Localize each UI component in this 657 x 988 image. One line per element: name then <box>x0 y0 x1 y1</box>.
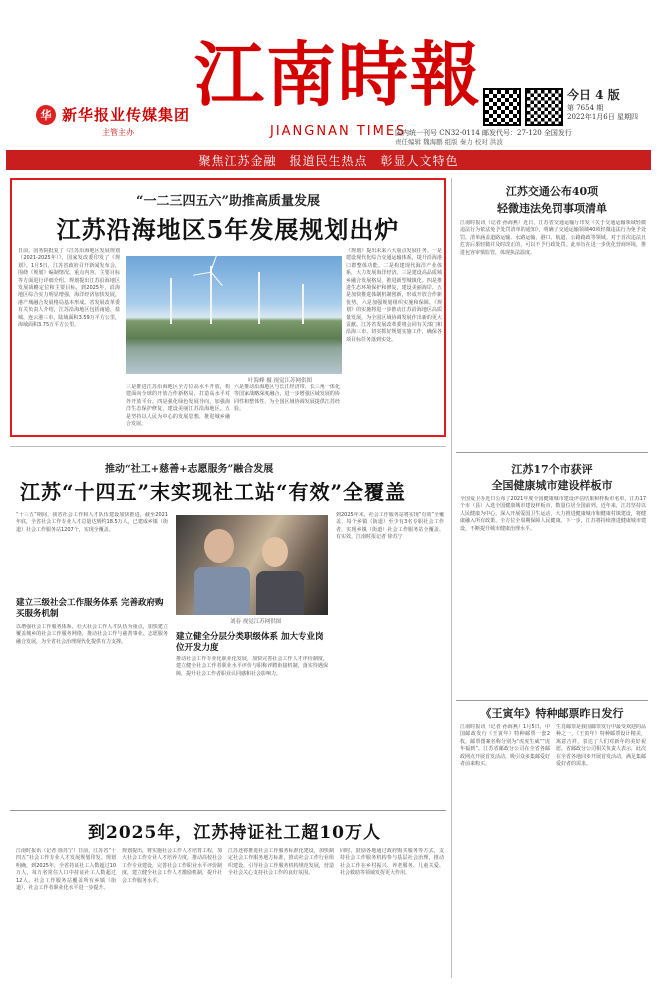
second-kicker: 推动“社工+慈善+志愿服务”融合发展 <box>105 464 274 475</box>
right-headline[interactable]: 轻微违法免罚事项清单 <box>497 202 607 215</box>
article-column: 全国爱卫办近日公布了2021年度全国健康城市建设评估结果和样板市名单，江苏17个市（县）入选全国健康城市建设样板市，数量位居全国前列。近年来，江苏坚持以人民健康为中心，深入开展爱国卫生运动，大力推进健康城市和健康村镇建设，将健康融入所有政策，全方位全周期保障人民健康。下一步，江苏将持续推进健康城市建设，不断提升城市健康治理水平。 <box>460 496 646 532</box>
issue-number: 第 7654 期 <box>567 103 604 112</box>
third-headline[interactable]: 到2025年，江苏持证社工超10万人 <box>88 823 381 843</box>
publisher-brand[interactable] <box>36 104 190 125</box>
photo-caption: 叶海峰 摄 视觉江苏网供图 <box>248 378 312 384</box>
article-subhead: 建立三级社会工作服务体系 完善政府购买服务机制 <box>16 598 164 619</box>
article-column: 同时，鼓励各地通过政府购买服务等方式，支持社会工作服务机构参与基层社会治理，推动社会工作在乡村振兴、养老服务、儿童关爱、社会救助等领域发挥更大作用。 <box>340 848 444 877</box>
social-worker-photo[interactable] <box>176 515 328 615</box>
divider <box>456 452 648 453</box>
slogan-bar: 聚焦江苏金融 报道民生热点 彰显人文特色 <box>6 150 651 170</box>
publisher-sub: 主管主办 <box>102 128 134 137</box>
xinhua-logo-icon: 华 <box>36 105 56 125</box>
right-headline[interactable]: 江苏17个市获评 <box>511 463 593 476</box>
worker-face <box>262 537 288 567</box>
article-column: 推动社会工作专业化职业化发展，加快完善社会工作人才评价制度，建立健全社会工作者职业水平评价与职称评聘衔接机制，落实待遇保障，提升社会工作者职业认同感和社会影响力。 <box>176 656 328 677</box>
article-column: 规划提出，将实施社会工作人才培育工程，加大社会工作专业人才培养力度，推动高校社会工作专业建设，完善社会工作职业水平评价制度，建立健全社会工作人才激励机制，提升社会工作服务水平。 <box>122 848 222 884</box>
elder-face <box>204 529 234 563</box>
article-column: 江南时报讯（记者 孙海燕）近日，江苏省交通运输厅印发《关于交通运输领域轻微违法行为依法免予处罚清单的通知》，明确了交通运输领域40项轻微违法行为免予处罚。清单涵盖道路运输、水路运输、港口、航道、公路路政等领域。对于首次违法且危害后果轻微并及时改正的，可以不予行政处罚。此举旨在进一步优化营商环境，推进包容审慎监管，体现执法温度。 <box>460 220 646 256</box>
turbine-blade <box>210 256 217 272</box>
elder-body <box>194 567 250 615</box>
worker-body <box>256 571 304 615</box>
divider <box>10 446 446 447</box>
lead-headline[interactable]: 江苏沿海地区5年发展规划出炉 <box>56 215 400 244</box>
right-headline[interactable]: 江苏交通公布40项 <box>505 185 599 198</box>
lead-kicker: “一二三四五六”助推高质量发展 <box>136 194 320 209</box>
qr-code-icon[interactable] <box>525 88 563 126</box>
masthead <box>0 0 657 158</box>
wind-turbine-icon <box>258 272 260 324</box>
article-column: 到2025年末，社会工作服务站将实现“有效”全覆盖，每个乡镇（街道）至少有3名专职社会工作者，实现乡镇（街道）社会工作服务站全覆盖、有实效。江南时报记者 徐苏宁 <box>336 512 444 541</box>
divider <box>456 700 648 701</box>
issue-info <box>567 88 647 122</box>
newspaper-title[interactable]: 江南時報 <box>194 33 482 116</box>
column-divider <box>451 178 452 978</box>
editorial-staff: 责任编辑 魏海鹏 组版 秦力 校对 洪波 <box>395 138 503 146</box>
second-headline[interactable]: 江苏“十四五”末实现社工站“有效”全覆盖 <box>20 480 407 504</box>
lead-column: 《规划》提出未来六大重点发展任务。一是建设现代化综合交通运输体系，提升沿海港口群整体功能。二是构建现代海洋产业体系，大力发展海洋经济。三是建设高品质城乡融合发展格局，推进新型城镇化。四是推进生态环境保护和修复，建设美丽海岸。五是加快推进体制机制创新，形成开放合作新优势。六是加强规划组织实施和保障。《规划》的实施将进一步推动江苏沿海地区高质量发展，为全国区域协调发展作出新的更大贡献。江苏省发展改革委将会同有关部门和沿海三市，切实抓好规划实施工作，确保各项目标任务落到实处。 <box>346 248 442 343</box>
issue-date: 2022年1月6日 星期四 <box>567 112 638 121</box>
lead-article[interactable] <box>10 178 446 437</box>
photo-caption: 刘春 视觉江苏网供图 <box>230 619 282 625</box>
publisher-name: 新华报业传媒集团 <box>62 106 191 124</box>
issue-pages: 今日 4 版 <box>567 88 620 102</box>
article-subhead: 建立健全分层分类职级体系 加大专业岗位开发力度 <box>176 632 324 653</box>
turbine-blade <box>193 271 211 275</box>
article-column: 江南时报讯（记者 孙海燕）1月5日，中国邮政发行《王寅年》特种邮票一套2枚，邮票图案名称分别为“虎虎生威”“虎年福到”。江苏省邮政分公司在全省各邮政网点开展首发活动，吸引众多集邮爱好者前来购买。 <box>460 724 550 768</box>
wind-farm-photo[interactable] <box>126 256 342 374</box>
divider <box>10 810 446 811</box>
article-column: “十三五”期间，我省社会工作和人才队伍建设加快推进，截至2021年底，全省社会工作专业人才总量达到约18.5万人，已建成乡镇（街道）社会工作服务站1207个，实现全覆盖。 <box>16 512 168 533</box>
publication-info: 国内统一刊号 CN32-0114 邮发代号：27-120 全国发行 <box>395 129 572 137</box>
lead-column: 三是推进江苏沿海地区全方位高水平开放，构建面向全球的开放合作新格局，打造高水平对外开放平台。四是强化绿色发展导向，加强海洋生态保护修复，建设美丽江苏沿海地区。五是坚持以人民为中心的发展思想，推进城乡融合发展。 <box>126 384 230 428</box>
article-column: 江南时报讯（记者 徐苏宁）日前，江苏省“十四五”社会工作专业人才发展规划印发。规划明确，到2025年，全省持证社工人数超过10万人，每万名常住人口中持证社工人数超过12人，社会工作服务站覆盖所有乡镇（街道），社会工作者职业化水平进一步提升。 <box>16 848 116 892</box>
article-column: 生肖邮票是我国邮票发行中最受欢迎的品种之一。《王寅年》特种邮票设计精美，寓意吉祥，表达了人们对新年的美好祝愿。省邮政分公司相关负责人表示，此次在全省各地同步开展首发活动，满足集邮爱好者的需求。 <box>556 724 646 768</box>
wind-turbine-icon <box>302 284 304 324</box>
turbine-blade <box>210 272 223 287</box>
lead-column: 六是推动沿海地区与长江经济带、长三角一体化等国家战略深度融合，进一步增强区域发展的协同性和整体性，为全国区域协调发展提供江苏经验。 <box>234 384 340 413</box>
lead-column: 日前，国务院批复了《江苏沿海地区发展规划（2021-2025年）》，国家发改委印发了《规划》。1月5日，江苏省政府召开新闻发布会，围绕《规划》编制情况、重点内容、主要目标等方面进行详细介绍。规划提出江苏沿海地区发展战略定位和主要目标，到2025年，沿海地区综合实力明显增强，海洋经济加快发展，港产城融合发展格局基本形成。省发展改革委有关负责人介绍，江苏沿海地区包括南通、盐城、连云港三市，陆域面积3.59万平方公里，海域面积3.75万平方公里。 <box>18 248 120 329</box>
article-column: 江苏还将推进社会工作服务标准化建设，加快制定社会工作服务地方标准，推动社会工作行业组织建设，引导社会工作服务机构规范发展，营造全社会关心支持社会工作的良好氛围。 <box>228 848 334 877</box>
article-column: 以增强社会工作服务体系、壮大社会工作人才队伍为重点，加快建立覆盖城乡的社会工作服务网络，推动社会工作与慈善事业、志愿服务融合发展，为全省社会治理现代化提供有力支撑。 <box>16 624 168 645</box>
newspaper-title-en: JIANGNAN TIMES <box>270 124 407 139</box>
right-headline[interactable]: 《王寅年》特种邮票昨日发行 <box>480 707 624 720</box>
right-headline[interactable]: 全国健康城市建设样板市 <box>491 479 613 492</box>
wind-turbine-icon <box>170 278 172 324</box>
qr-code-icon[interactable] <box>483 88 521 126</box>
